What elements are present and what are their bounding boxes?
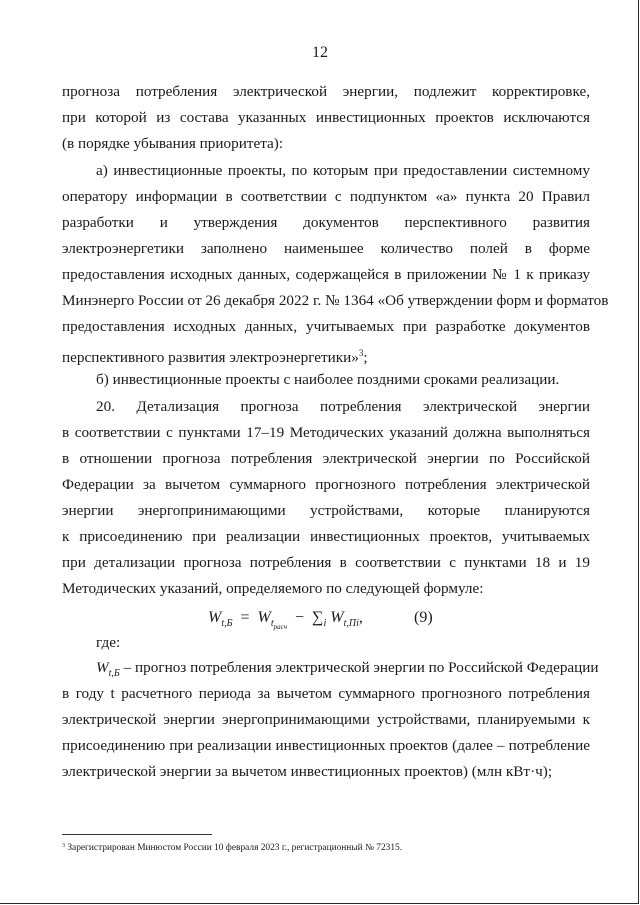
- formula-subscript: t,Пi: [343, 618, 359, 629]
- defined-symbol: W: [96, 659, 109, 676]
- text-line: [62, 343, 368, 366]
- text-line: присоединению при реализации инвестиционных проектов (далее – потребление: [62, 737, 590, 754]
- formula-subsubscript: расч: [273, 623, 288, 631]
- text-line: предоставления исходных данных, учитываемых при разработке документов: [62, 318, 590, 335]
- text-line: оператору информации в соответствии с подпунктом «а» пункта 20 Правил: [62, 188, 590, 205]
- formula-subscript: t,Б: [221, 618, 233, 629]
- text-line: при которой из состава указанных инвестиционных проектов исключаются: [62, 109, 590, 126]
- footnote-reference: 3: [358, 348, 364, 358]
- text-line: к присоединению при реализации инвестиционных проектов, учитываемых: [62, 528, 590, 545]
- formula-symbol: W: [208, 609, 222, 626]
- text-line-content: – прогноз потребления электрической энергии по Российской Федерации: [119, 659, 599, 676]
- text-line: прогноза потребления электрической энергии, подлежит корректировке,: [62, 83, 590, 100]
- formula-equals: =: [240, 609, 250, 626]
- text-line: (в порядке убывания приоритета):: [62, 135, 284, 152]
- formula-subscript-t: t: [270, 618, 274, 629]
- footnote-text: Зарегистрирован Минюстом России 10 февраля 2023 г., регистрационный № 72315.: [67, 843, 403, 853]
- formula-minus: −: [295, 609, 305, 626]
- text-line: в соответствии с пунктами 17–19 Методических указаний должна выполняться: [62, 424, 590, 441]
- text-line: Минэнерго России от 26 декабря 2022 г. № 1364 «Об утверждении форм и форматов: [62, 292, 609, 309]
- text-line: электроэнергетики заполнено наименьшее количество полей в форме: [62, 240, 590, 257]
- formula-symbol: W: [330, 609, 344, 626]
- text-line: электрической энергии за вычетом инвестиционных проектов) (млн кВт·ч);: [62, 763, 553, 780]
- text-line-suffix: ;: [363, 349, 368, 366]
- text-line: [96, 658, 599, 679]
- page-number: 12: [312, 44, 328, 61]
- text-line: а) инвестиционные проекты, по которым при предоставлении системному: [96, 162, 590, 179]
- formula: [208, 609, 363, 631]
- text-line: Федерации за вычетом суммарного прогнозного потребления электрической: [62, 476, 590, 493]
- text-line: электрической энергии энергопринимающими устройствами, планируемыми к: [62, 711, 590, 728]
- formula-comma: ,: [358, 609, 363, 626]
- formula-sum: ∑: [312, 609, 324, 626]
- text-line: при детализации прогноза потребления в соответствии с пунктами 18 и 19: [62, 554, 590, 571]
- text-line: энергии энергопринимающими устройствами, которые планируются: [62, 502, 590, 519]
- text-line: где:: [96, 634, 121, 651]
- formula-symbol: W: [257, 609, 271, 626]
- formula-subscript: [271, 618, 287, 629]
- text-line: предоставления исходных данных, содержащейся в приложении № 1 к приказу: [62, 266, 590, 283]
- text-line: б) инвестиционные проекты с наиболее поздними сроками реализации.: [96, 371, 560, 388]
- text-line: 20. Детализация прогноза потребления электрической энергии: [96, 398, 590, 415]
- formula-sum-index: i: [323, 618, 327, 629]
- formula-number: (9): [414, 609, 433, 626]
- text-line: в году t расчетного периода за вычетом суммарного прогнозного потребления: [62, 685, 590, 702]
- footnote-mark: 3: [62, 843, 65, 849]
- defined-symbol-subscript: t,Б: [108, 668, 120, 679]
- text-line: разработки и утверждения документов перспективного развития: [62, 214, 590, 231]
- footnote: [62, 843, 402, 853]
- footnote-divider: [62, 834, 212, 835]
- text-line: Методических указаний, определяемого по следующей формуле:: [62, 580, 484, 597]
- text-line-content: перспективного развития электроэнергетики»: [62, 349, 359, 366]
- text-line: в отношении прогноза потребления электрической энергии по Российской: [62, 450, 590, 467]
